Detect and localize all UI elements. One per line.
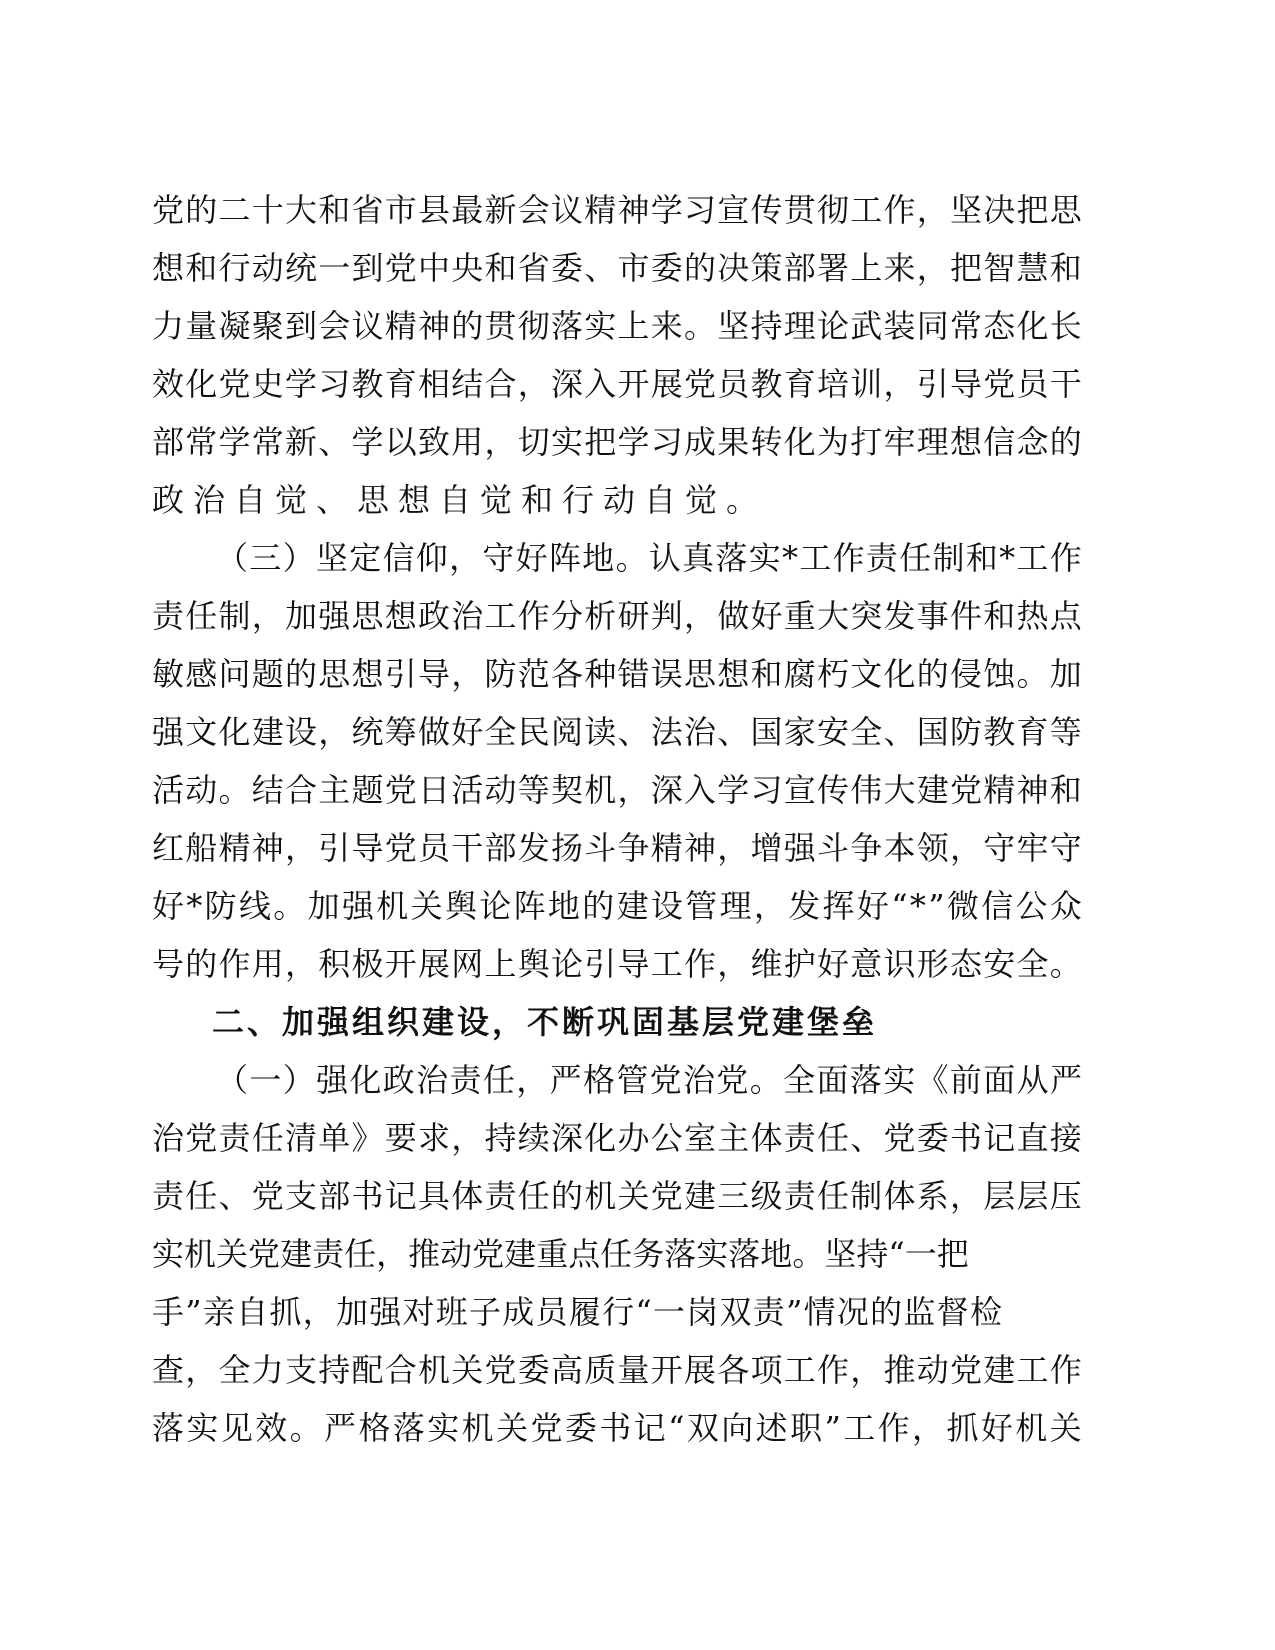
body-line: 活 动 。 结 合 主 题 党 日 活 动 等 契 机 ， 深 入 学 习 宣 传 伟 大 建 党 精 神 和 (152, 771, 1082, 809)
body-line: 查 ， 全 力 支 持 配 合 机 关 党 委 高 质 量 开 展 各 项 工 作 ， 推 动 党 建 工 作 (152, 1351, 1082, 1389)
section-paragraph-start: （ 一 ） 强 化 政 治 责 任 ， 严 格 管 党 治 党 。 全 面 落 实 《 前 面 从 严 (216, 1061, 1082, 1099)
body-line: 想 和 行 动 统 一 到 党 中 央 和 省 委 、 市 委 的 决 策 部 署 上 来 ， 把 智 慧 和 (152, 249, 1082, 287)
body-line: 敏 感 问 题 的 思 想 引 导 ， 防 范 各 种 错 误 思 想 和 腐 朽 文 化 的 侵 蚀 。 加 (152, 655, 1082, 693)
body-line: 手 ” 亲 自 抓 ， 加 强 对 班 子 成 员 履 行 “ 一 岗 双 责 ” 情 况 的 监 督 检 (152, 1293, 1002, 1331)
section-paragraph-start: （ 三 ） 坚 定 信 仰 ， 守 好 阵 地 。 认 真 落 实 * 工 作 责 任 制 和 * 工 作 (216, 539, 1082, 577)
body-line: 红 船 精 神 ， 引 导 党 员 干 部 发 扬 斗 争 精 神 ， 增 强 斗 争 本 领 ， 守 牢 守 (152, 829, 1082, 867)
body-line: 责 任 、 党 支 部 书 记 具 体 责 任 的 机 关 党 建 三 级 责 任 制 体 系 ， 层 层 压 (152, 1177, 1082, 1215)
body-line: 力 量 凝 聚 到 会 议 精 神 的 贯 彻 落 实 上 来 。 坚 持 理 论 武 装 同 常 态 化 长 (152, 307, 1082, 345)
section-heading: 二、加强组织建设，不断巩固基层党建堡垒 (212, 1003, 878, 1041)
body-line: 实 机 关 党 建 责 任 ， 推 动 党 建 重 点 任 务 落 实 落 地 。 坚 持 “ 一 把 (152, 1235, 969, 1273)
body-line: 强 文 化 建 设 ， 统 筹 做 好 全 民 阅 读 、 法 治 、 国 家 安 全 、 国 防 教 育 等 (152, 713, 1082, 751)
body-line: 党 的 二 十 大 和 省 市 县 最 新 会 议 精 神 学 习 宣 传 贯 彻 工 作 ， 坚 决 把 思 (152, 191, 1082, 229)
body-line: 治 党 责 任 清 单 》 要 求 ， 持 续 深 化 办 公 室 主 体 责 任 、 党 委 书 记 直 接 (152, 1119, 1082, 1157)
body-line: 政治自觉、思想自觉和行动自觉。 (152, 481, 768, 519)
body-line: 号 的 作 用 ， 积 极 开 展 网 上 舆 论 引 导 工 作 ， 维 护 好 意 识 形 态 安 全 。 (152, 945, 1082, 983)
body-line: 好 * 防 线 。 加 强 机 关 舆 论 阵 地 的 建 设 管 理 ， 发 挥 好 “ * ” 微 信 公 众 (152, 887, 1082, 925)
body-line: 部 常 学 常 新 、 学 以 致 用 ， 切 实 把 学 习 成 果 转 化 为 打 牢 理 想 信 念 的 (152, 423, 1082, 461)
body-line: 责 任 制 ， 加 强 思 想 政 治 工 作 分 析 研 判 ， 做 好 重 大 突 发 事 件 和 热 点 (152, 597, 1082, 635)
body-line: 效 化 党 史 学 习 教 育 相 结 合 ， 深 入 开 展 党 员 教 育 培 训 ， 引 导 党 员 干 (152, 365, 1082, 403)
body-line: 落 实 见 效 。 严 格 落 实 机 关 党 委 书 记 “ 双 向 述 职 ” 工 作 ， 抓 好 机 关 (152, 1409, 1082, 1447)
